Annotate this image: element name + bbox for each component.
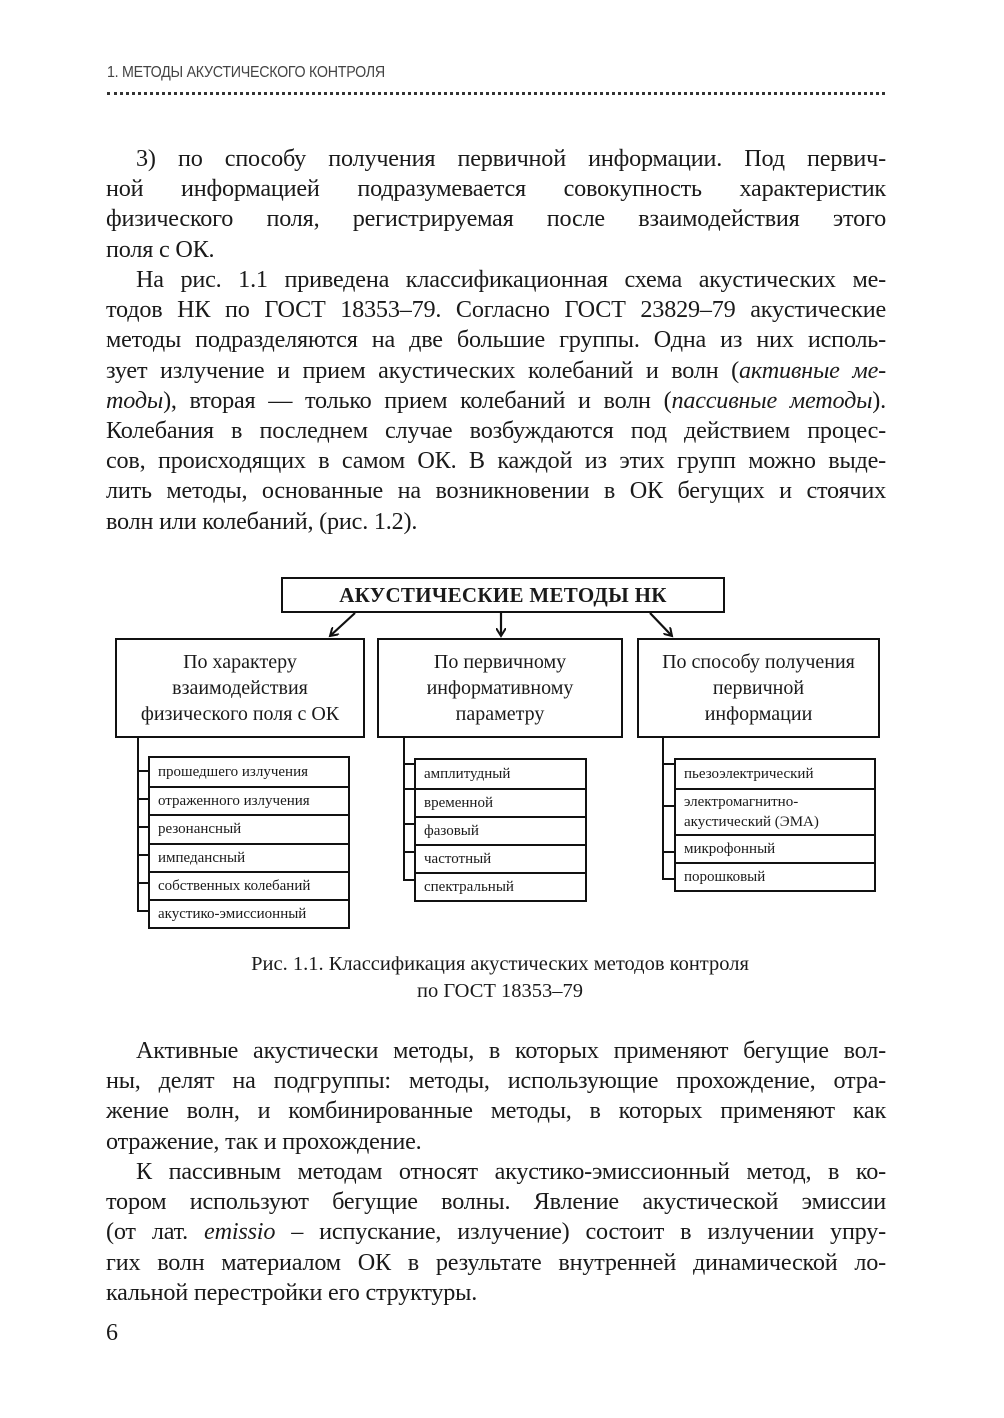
bracket-tick (662, 851, 674, 853)
paragraph-line: кальной перестройки его структуры. (106, 1278, 478, 1306)
category-title-line: информации (704, 703, 813, 725)
bracket-tick (137, 910, 148, 912)
bracket-tick (403, 788, 414, 790)
method-item: импедансный (150, 843, 348, 871)
method-item: временной (416, 788, 585, 816)
category-title-line: По способу получения (662, 651, 855, 673)
paragraph-line: сов, происходящих в самом ОК. В каждой из этих групп можно выде- (106, 447, 886, 475)
bracket-tick (403, 763, 414, 765)
paragraph-line: ны, делят на подгруппы: методы, использующие прохождение, отра- (106, 1067, 886, 1095)
bracket-line (137, 738, 139, 911)
paragraph-4 (106, 1157, 886, 1308)
caption-line: по ГОСТ 18353–79 (416, 980, 584, 1002)
text-run: – испускание, излучение) состоит в излучении упру- (275, 1218, 887, 1246)
method-item: порошковый (676, 862, 874, 890)
paragraph-line: методы подразделяются на две большие группы. Одна из них исполь- (106, 326, 886, 354)
paragraph-line: Активные акустически методы, в которых применяют бегущие вол- (136, 1037, 886, 1064)
method-item: фазовый (416, 816, 585, 844)
category-title-line: взаимодействия (172, 677, 308, 699)
method-item: микрофонный (676, 834, 874, 862)
paragraph-line: Колебания в последнем случае возбуждаются под действием процес- (106, 417, 886, 445)
method-item-line: акустический (ЭМА) (684, 814, 819, 830)
category-title-line: физического поля с ОК (140, 703, 340, 725)
text-run: ). (872, 386, 886, 414)
paragraph-line: гих волн материалом ОК в результате внутренней динамической ло- (106, 1248, 886, 1276)
method-item: пьезоэлектрический (684, 766, 814, 782)
diagram-root-box: АКУСТИЧЕСКИЕ МЕТОДЫ НК (281, 577, 725, 613)
category-title-line: параметру (455, 703, 545, 725)
italic-term: тоды (106, 386, 164, 414)
bracket-tick (137, 882, 148, 884)
text-run: ), вторая — только прием колебаний и волн ( (163, 386, 672, 414)
italic-term: emissio (204, 1218, 276, 1246)
paragraph-line: 3) по способу получения первичной информации. Под первич- (136, 145, 886, 172)
category-title-line: информативному (426, 677, 574, 699)
paragraph-line: волн или колебаний, (рис. 1.2). (106, 507, 418, 535)
arrow-to-category-3 (650, 613, 672, 636)
category-box-interaction (115, 638, 365, 738)
paragraph-line: ной информацией подразумевается совокупность характеристик (106, 175, 886, 203)
method-item: отраженного излучения (150, 786, 348, 814)
text-run: зует излучение и прием акустических колебаний и волн ( (106, 356, 740, 384)
paragraph-line: отражение, так и прохождение. (106, 1127, 422, 1155)
bracket-tick (403, 823, 414, 825)
method-item: прошедшего излучения (158, 764, 308, 781)
paragraph-line: тодов НК по ГОСТ 18353–79. Согласно ГОСТ 23829–79 акустические (106, 296, 886, 324)
page-number: 6 (106, 1320, 118, 1346)
bracket-tick (137, 798, 148, 800)
method-list-acquisition (674, 758, 876, 892)
category-title-line: По первичному (433, 651, 567, 673)
bracket-tick (137, 854, 148, 856)
figure-caption (150, 951, 850, 1005)
running-head: 1. МЕТОДЫ АКУСТИЧЕСКОГО КОНТРОЛЯ (107, 64, 385, 81)
bracket-tick (137, 826, 148, 828)
method-list-parameter (414, 758, 587, 902)
paragraph-line: тором используют бегущие волны. Явление акустической эмиссии (106, 1188, 886, 1216)
method-item: амплитудный (424, 766, 511, 782)
paragraph-line: поля с ОК. (106, 235, 215, 263)
bracket-tick (403, 851, 414, 853)
method-item-line: электромагнитно- (684, 794, 799, 810)
method-item: акустико-эмиссионный (150, 899, 348, 927)
category-title-line: первичной (712, 677, 805, 699)
italic-term: активные ме- (739, 356, 886, 384)
method-item: спектральный (416, 872, 585, 900)
paragraph-line (106, 1217, 886, 1247)
paragraph-line: К пассивным методам относят акустико-эмиссионный метод, в ко- (136, 1158, 886, 1185)
paragraph-line: На рис. 1.1 приведена классификационная схема акустических ме- (136, 266, 886, 293)
category-title-line: По характеру (183, 651, 297, 673)
method-item (676, 788, 874, 834)
bracket-line (403, 738, 405, 881)
bracket-tick (403, 879, 414, 881)
bracket-line (662, 738, 664, 880)
caption-line: Рис. 1.1. Классификация акустических методов контроля (251, 953, 749, 975)
arrow-to-category-1 (330, 613, 355, 636)
category-box-acquisition (637, 638, 880, 738)
text-run: (от лат. (106, 1218, 205, 1246)
paragraph-line: физического поля, регистрируемая после взаимодействия этого (106, 205, 886, 233)
bracket-tick (137, 770, 148, 772)
category-box-parameter (377, 638, 623, 738)
method-item: собственных колебаний (150, 871, 348, 899)
bracket-tick (662, 805, 674, 807)
paragraph-line: лить методы, основанные на возникновении в ОК бегущих и стоячих (106, 477, 886, 505)
paragraph-3 (106, 1036, 886, 1157)
bracket-tick (662, 763, 674, 765)
bracket-tick (662, 878, 674, 880)
italic-term: пассивные методы (671, 386, 873, 414)
method-item: частотный (416, 844, 585, 872)
paragraph-line: жение волн, и комбинированные методы, в которых применяют как (106, 1097, 886, 1125)
method-item: резонансный (150, 814, 348, 842)
method-list-interaction (148, 756, 350, 929)
